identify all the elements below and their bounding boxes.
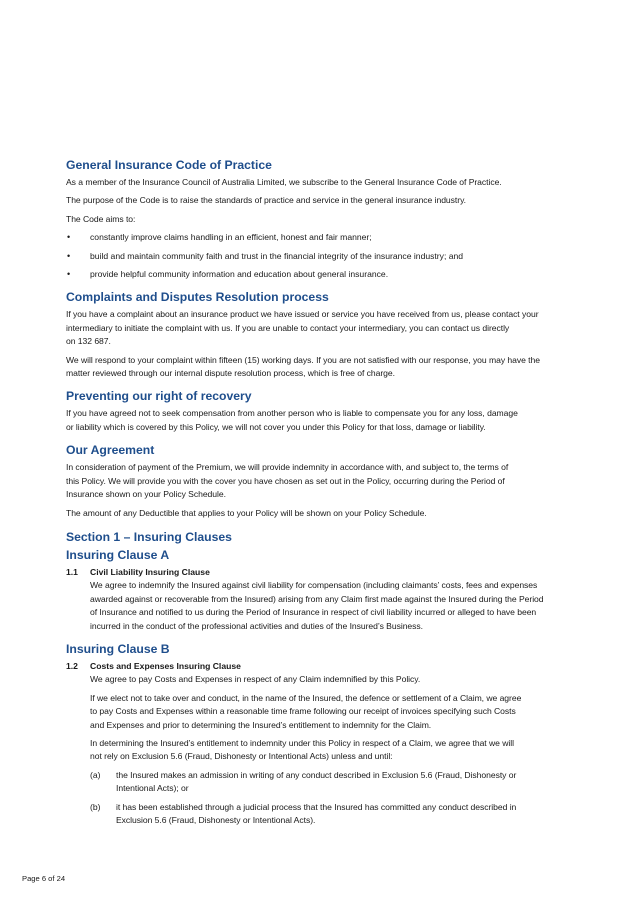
agreement-paragraph-2: The amount of any Deductible that applies to your Policy will be shown on your Policy Schedule. (66, 507, 427, 518)
clause-1-1-line-3: of Insurance and notified to us during the Period of Insurance in respect of civil liability incurred or alleged to have been (90, 607, 537, 618)
clause-title: Civil Liability Insuring Clause (90, 566, 210, 577)
complaints-paragraph-2-line-2: matter reviewed through our internal dispute resolution process, which is free of charge. (66, 368, 395, 379)
clause-1-2 (66, 660, 566, 827)
complaints-paragraph-1-line-2: intermediary to initiate the complaint with us. If you are unable to contact your intermediary, you can contact us directly (66, 322, 510, 333)
complaints-paragraph-1-line-1: If you have a complaint about an insurance product we have issued or service you have received from us, please contact your (66, 309, 539, 320)
bullet-marker: • (67, 250, 71, 261)
complaints-paragraph-2-line-1: We will respond to your complaint within fifteen (15) working days. If you are not satisfied with our response, you may have the (66, 354, 540, 365)
bullet-marker: • (67, 232, 71, 243)
sub-item-b (90, 801, 566, 828)
sub-item-label: (b) (90, 801, 101, 812)
recovery-heading: Preventing our right of recovery (66, 389, 252, 404)
clause-1-1-line-2: awarded against or recoverable from the Insured) arising from any Claim first made against the Insured during the Period (90, 593, 544, 604)
clause-1-2-paragraph-2-line-2: to pay Costs and Expenses within a reasonable time frame following our receipt of invoices specifying such Costs (90, 706, 516, 717)
code-bullet-1: • constantly improve claims handling in an efficient, honest and fair manner; (66, 231, 566, 244)
sub-item-label: (a) (90, 769, 101, 780)
recovery-paragraph-line-1: If you have agreed not to seek compensation from another person who is liable to compensate you for any loss, damage (66, 408, 518, 419)
complaints-paragraph-1-line-3: on 132 687. (66, 336, 111, 347)
agreement-paragraph-1-line-2: this Policy. We will provide you with the cover you have chosen as set out in the Policy, occurring during the Period of (66, 475, 505, 486)
clause-number: 1.2 (66, 660, 78, 671)
document-body (66, 157, 566, 827)
section-1-heading: Section 1 – Insuring Clauses (66, 529, 232, 544)
code-paragraph-1: As a member of the Insurance Council of Australia Limited, we subscribe to the General Insurance Code of Practice. (66, 177, 502, 187)
clause-1-2-paragraph-3-line-1: In determining the Insured’s entitlement to indemnity under this Policy in respect of a Claim, we agree that we will (90, 737, 514, 748)
code-paragraph-2: The purpose of the Code is to raise the standards of practice and service in the general insurance industry. (66, 195, 467, 206)
clause-number: 1.1 (66, 566, 78, 577)
code-bullet-2: • build and maintain community faith and trust in the financial integrity of the insurance industry; and (66, 250, 566, 263)
code-heading: General Insurance Code of Practice (66, 158, 272, 172)
insuring-clause-b-heading: Insuring Clause B (66, 641, 170, 656)
clause-1-2-paragraph-2-line-1: If we elect not to take over and conduct, in the name of the Insured, the defence or settlement of a Claim, we agree (90, 692, 522, 703)
clause-1-2-paragraph-3-line-2: not rely on Exclusion 5.6 (Fraud, Dishonesty or Intentional Acts) unless and until: (90, 751, 393, 762)
code-bullet-3: • provide helpful community information and education about general insurance. (66, 268, 566, 281)
complaints-heading: Complaints and Disputes Resolution process (66, 290, 329, 305)
insuring-clause-a-heading: Insuring Clause A (66, 547, 170, 562)
clause-1-2-paragraph-1: We agree to pay Costs and Expenses in respect of any Claim indemnified by this Policy. (90, 674, 421, 685)
clause-1-1 (66, 566, 566, 633)
clause-title: Costs and Expenses Insuring Clause (90, 660, 241, 671)
code-paragraph-3: The Code aims to: (66, 213, 136, 224)
clause-1-2-paragraph-2-line-3: and Expenses and prior to determining the Insured’s entitlement to indemnity for the Claim. (90, 719, 432, 730)
sub-item-a (90, 769, 566, 796)
bullet-marker: • (67, 269, 71, 280)
agreement-paragraph-1-line-1: In consideration of payment of the Premium, we will provide indemnity in accordance with, and subject to, the terms of (66, 462, 509, 473)
clause-1-1-line-4: incurred in the conduct of the professional activities and duties of the Insured’s Business. (90, 620, 423, 631)
sub-item-a-line-1: the Insured makes an admission in writing of any conduct described in Exclusion 5.6 (Fraud, Dishonesty or (116, 769, 517, 780)
page-number: Page 6 of 24 (22, 874, 66, 883)
clause-1-1-line-1: We agree to indemnify the Insured against civil liability for compensation (including claimants’ costs, fees and expenses (90, 580, 538, 591)
recovery-paragraph-line-2: or liability which is covered by this Policy, we will not cover you under this Policy for that loss, damage or liability. (66, 421, 486, 432)
agreement-heading: Our Agreement (66, 443, 155, 458)
agreement-paragraph-1-line-3: Insurance shown on your Policy Schedule. (66, 489, 226, 500)
sub-item-a-line-2: Intentional Acts); or (116, 783, 189, 794)
sub-item-b-line-1: it has been established through a judicial process that the Insured has committed any conduct described in (116, 801, 517, 812)
sub-item-b-line-2: Exclusion 5.6 (Fraud, Dishonesty or Intentional Acts). (116, 815, 316, 825)
